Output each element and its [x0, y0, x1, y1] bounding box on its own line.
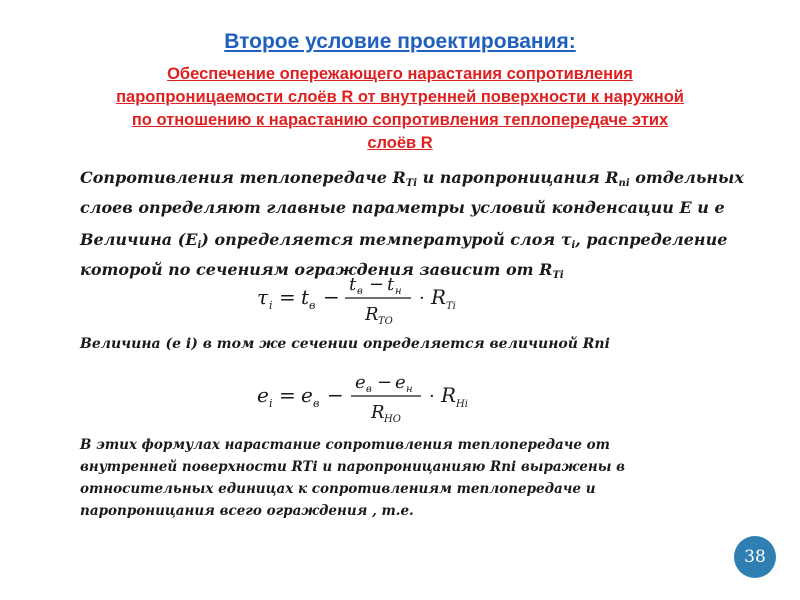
subscript: Ti [552, 270, 564, 281]
text-fragment: и паропроницания R [417, 168, 619, 187]
formula-operator: − [327, 383, 344, 407]
formula-subscript: в [313, 397, 320, 410]
formula-subscript: в [366, 384, 372, 395]
formula-e [255, 370, 515, 426]
slide-subtitle [80, 63, 720, 155]
formula-subscript: н [406, 384, 413, 395]
formula-symbol: R [431, 285, 447, 309]
formula-symbol: t [387, 274, 395, 295]
text-fragment: ) определяется температурой слоя τ [201, 230, 572, 249]
subtitle-line: паропроницаемости слоёв R от внутренней поверхности к наружной [116, 88, 684, 106]
formula-subscript: в [309, 299, 316, 312]
formula-operator: − [323, 285, 340, 309]
paragraph-line: В этих формулах нарастание сопротивления теплопередаче от [80, 437, 610, 453]
formula-symbol: t [301, 285, 310, 309]
subscript: i [197, 240, 202, 251]
formula-operator: − [369, 274, 385, 295]
subscript: Ti [405, 178, 417, 189]
formula-symbol: R [365, 304, 379, 325]
paragraph-relative-units [80, 434, 690, 522]
subtitle-line: Обеспечение опережающего нарастания сопротивления [167, 65, 633, 83]
paragraph-pressure: Величина (е i) в том же сечении определяется величиной Rпi [80, 336, 610, 352]
formula-subscript: НО [384, 414, 401, 425]
text-fragment: отдельных слоев определяют главные параметры условий конденсации Е и е [80, 168, 744, 217]
formula-symbol: e [395, 372, 406, 393]
subscript: пi [618, 178, 630, 189]
formula-tau [255, 272, 505, 328]
formula-subscript: Ti [446, 301, 456, 312]
formula-symbol: R [371, 402, 385, 423]
formula-subscript: i [269, 299, 273, 312]
formula-symbol: R [441, 383, 457, 407]
paragraph-resistance [80, 166, 770, 220]
paragraph-line: паропроницания всего ограждения , т.е. [80, 503, 414, 519]
slide-title: Второе условие проектирования: [224, 30, 576, 53]
text-fragment: Величина (Е [80, 230, 198, 249]
formula-operator: · [419, 288, 425, 309]
formula-symbol: e [301, 383, 313, 407]
subtitle-line: по отношению к нарастанию сопротивления теплопередаче этих [131, 111, 669, 129]
formula-operator: − [377, 372, 393, 393]
formula-symbol: t [349, 274, 357, 295]
paragraph-line: относительных единицах к сопротивлениям теплопередаче и [80, 481, 596, 497]
formula-subscript: Hi [456, 399, 468, 410]
formula-subscript: i [269, 397, 273, 410]
subscript: i [571, 240, 576, 251]
formula-subscript: в [357, 286, 363, 297]
text-fragment: , распределение которой по сечениям ограждения зависит от R [80, 230, 728, 279]
formula-symbol: e [355, 372, 366, 393]
formula-symbol: e [257, 383, 269, 407]
formula-operator: = [279, 383, 296, 407]
formula-subscript: ТО [378, 316, 393, 327]
formula-operator: · [429, 386, 435, 407]
formula-subscript: н [395, 286, 402, 297]
text-fragment: Сопротивления теплопередаче R [80, 168, 406, 187]
formula-operator: = [279, 285, 296, 309]
formula-symbol: τ [257, 285, 269, 309]
paragraph-line: внутренней поверхности RTi и паропроницанияю Rпi выражены в [80, 459, 626, 475]
page-number-badge: 38 [734, 536, 776, 578]
subtitle-line: слоёв R [367, 134, 433, 152]
